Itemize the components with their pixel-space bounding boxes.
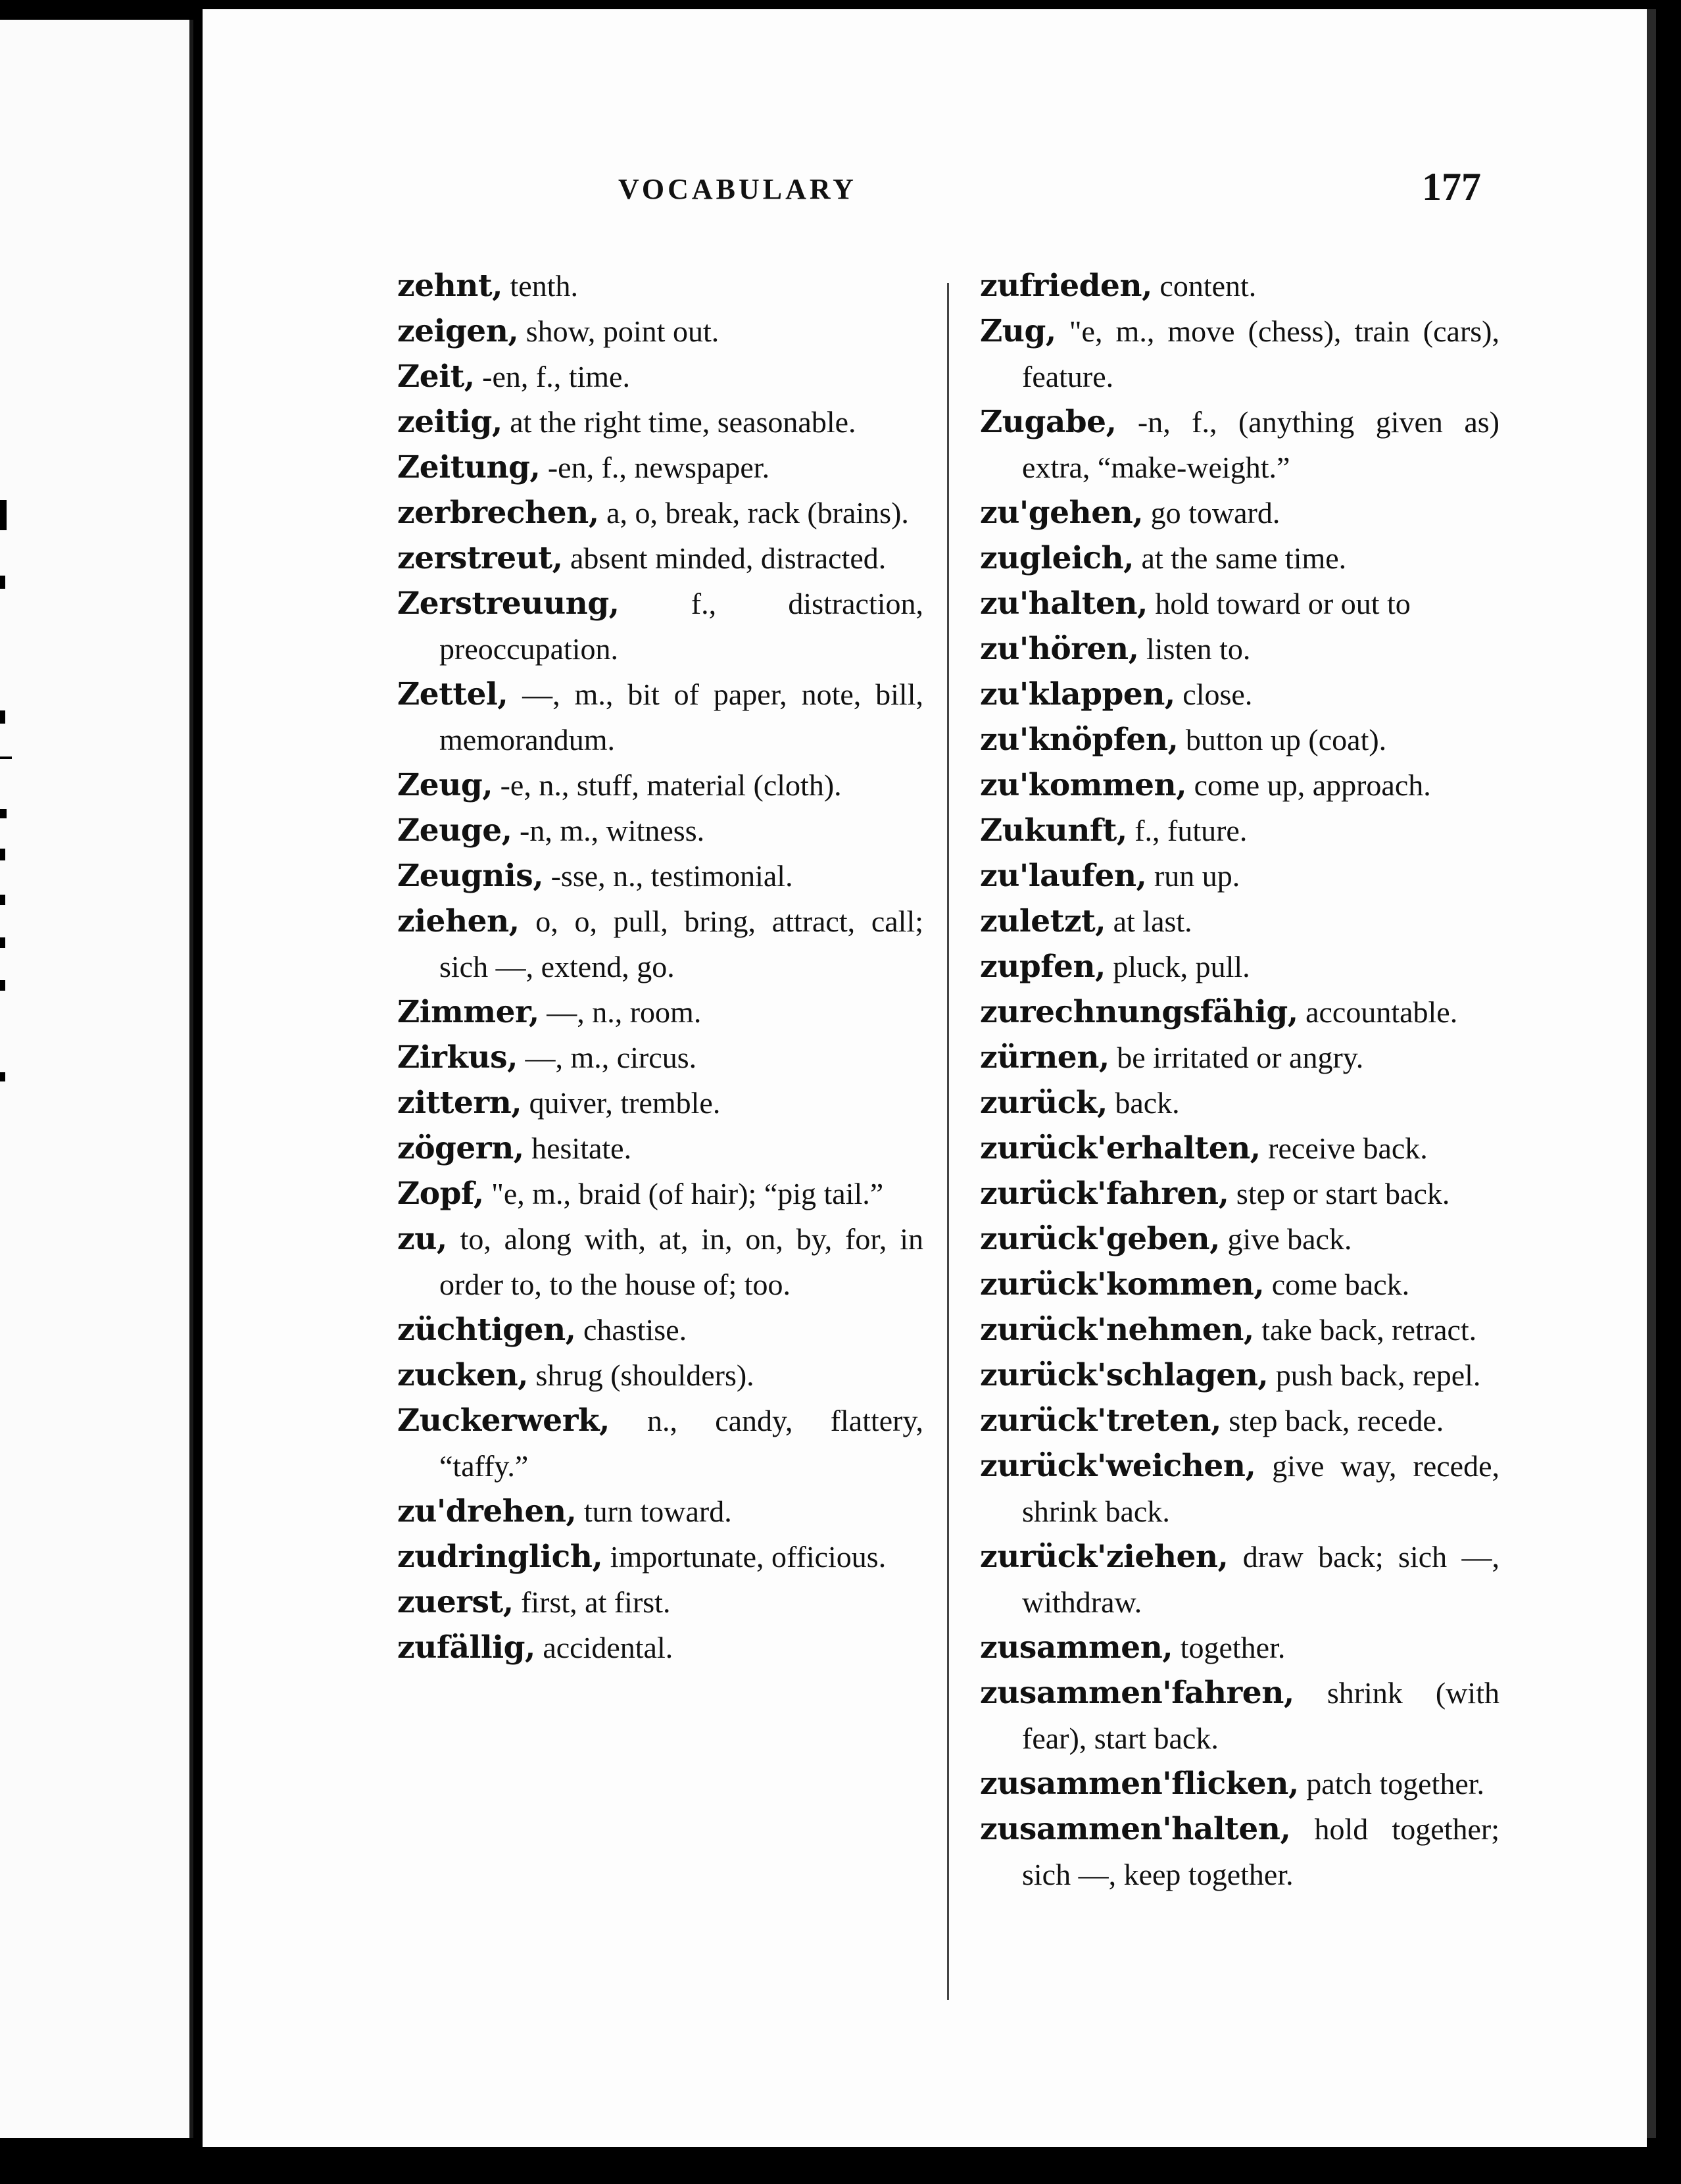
headword: zusammen'flicken, bbox=[980, 1766, 1299, 1802]
headword: zusammen'fahren, bbox=[980, 1675, 1294, 1711]
definition: show, point out. bbox=[525, 314, 719, 348]
headword: zittern, bbox=[397, 1085, 522, 1121]
definition: turn toward. bbox=[583, 1495, 732, 1528]
definition: f., distraction, preoccupation. bbox=[439, 587, 923, 666]
vocab-entry bbox=[980, 989, 1499, 1035]
vocab-entry bbox=[980, 1035, 1499, 1080]
headword: zu'hören, bbox=[980, 631, 1139, 667]
vocab-entry bbox=[397, 263, 923, 309]
vocab-entry bbox=[397, 1353, 923, 1398]
vocab-entry bbox=[397, 1035, 923, 1080]
vocab-entry bbox=[980, 1080, 1499, 1126]
definition: step or start back. bbox=[1236, 1177, 1450, 1210]
definition: go toward. bbox=[1150, 496, 1280, 530]
headword: Zimmer, bbox=[397, 994, 539, 1030]
definition: —, n., room. bbox=[547, 995, 702, 1029]
margin-mark bbox=[0, 895, 5, 905]
definition: together. bbox=[1180, 1631, 1286, 1664]
headword: zu'gehen, bbox=[980, 495, 1144, 531]
page-number: 177 bbox=[1422, 165, 1481, 209]
vocab-entry bbox=[397, 354, 923, 399]
vocab-entry bbox=[980, 1216, 1499, 1262]
vocab-entry bbox=[980, 1443, 1499, 1534]
definition: come up, approach. bbox=[1194, 768, 1431, 802]
definition: n., candy, flattery, “taffy.” bbox=[439, 1404, 924, 1483]
definition: absent minded, distracted. bbox=[570, 541, 887, 575]
headword: zurück'geben, bbox=[980, 1221, 1220, 1257]
vocab-entry bbox=[397, 1534, 923, 1579]
definition: hold toward or out to bbox=[1155, 587, 1411, 620]
vocab-entry bbox=[397, 762, 923, 808]
definition: take back, retract. bbox=[1261, 1313, 1477, 1347]
vocab-entry bbox=[397, 808, 923, 853]
headword: zerstreut, bbox=[397, 540, 563, 576]
definition: patch together. bbox=[1306, 1767, 1485, 1800]
vocab-entry bbox=[980, 899, 1499, 944]
margin-mark bbox=[0, 500, 7, 530]
definition: -sse, n., testimonial. bbox=[550, 859, 793, 893]
vocab-entry bbox=[980, 535, 1499, 581]
vocab-entry bbox=[397, 399, 923, 445]
vocab-entry bbox=[397, 853, 923, 899]
vocab-entry bbox=[980, 1761, 1499, 1806]
vocab-entry bbox=[980, 808, 1499, 853]
vocab-entry bbox=[980, 581, 1499, 626]
vocab-entry bbox=[397, 490, 923, 535]
vocab-entry bbox=[980, 490, 1499, 535]
vocab-entry bbox=[980, 672, 1499, 717]
definition: to, along with, at, in, on, by, for, in order to, to the house of; too. bbox=[439, 1222, 923, 1301]
definition: accidental. bbox=[543, 1631, 673, 1664]
definition: -e, n., stuff, material (cloth). bbox=[500, 768, 842, 802]
headword: Zettel, bbox=[397, 676, 508, 712]
vocab-entry bbox=[397, 672, 923, 762]
vocab-entry bbox=[397, 1489, 923, 1534]
headword: zuletzt, bbox=[980, 903, 1106, 939]
definition: "e, m., move (chess), train (cars), feature. bbox=[1022, 314, 1499, 393]
headword: zurück'treten, bbox=[980, 1402, 1221, 1439]
definition: pluck, pull. bbox=[1113, 950, 1250, 983]
definition: give way, recede, shrink back. bbox=[1022, 1449, 1499, 1528]
headword: Zerstreuung, bbox=[397, 585, 620, 622]
headword: zu'drehen, bbox=[397, 1493, 577, 1529]
definition: push back, repel. bbox=[1275, 1358, 1481, 1392]
vocab-entry bbox=[980, 1806, 1499, 1897]
headword: zurück'weichen, bbox=[980, 1448, 1256, 1484]
headword: Zopf, bbox=[397, 1176, 484, 1212]
headword: Zirkus, bbox=[397, 1039, 518, 1076]
vocab-entry bbox=[980, 1353, 1499, 1398]
definition: hesitate. bbox=[531, 1131, 632, 1165]
definition: listen to. bbox=[1146, 632, 1251, 666]
vocab-entry bbox=[397, 1625, 923, 1670]
definition: o, o, pull, bring, attract, call; sich —, extend, go. bbox=[439, 905, 923, 983]
vocab-entry bbox=[397, 445, 923, 490]
definition: tenth. bbox=[510, 269, 578, 303]
vocab-entry bbox=[980, 309, 1499, 399]
definition: come back. bbox=[1271, 1268, 1410, 1301]
headword: zögern, bbox=[397, 1130, 524, 1166]
vocab-entry bbox=[980, 762, 1499, 808]
headword: zurück, bbox=[980, 1085, 1108, 1121]
page-edge-shadow bbox=[1647, 9, 1656, 2138]
headword: Zeitung, bbox=[397, 449, 541, 485]
definition: draw back; sich —, withdraw. bbox=[1022, 1540, 1500, 1619]
headword: Zugabe, bbox=[980, 404, 1117, 440]
vocab-entry bbox=[397, 1398, 923, 1489]
headword: zu, bbox=[397, 1221, 447, 1257]
definition: —, m., circus. bbox=[525, 1041, 697, 1074]
vocab-entry bbox=[397, 1080, 923, 1126]
headword: zurechnungsfähig, bbox=[980, 994, 1298, 1030]
headword: zusammen, bbox=[980, 1629, 1173, 1666]
vocabulary-column-right bbox=[980, 263, 1499, 1897]
vocab-entry bbox=[980, 1171, 1499, 1216]
headword: zurück'ziehen, bbox=[980, 1539, 1229, 1575]
margin-mark bbox=[0, 1072, 5, 1081]
vocab-entry bbox=[397, 1579, 923, 1625]
margin-mark bbox=[0, 937, 5, 948]
definition: a, o, break, rack (brains). bbox=[606, 496, 909, 530]
definition: quiver, tremble. bbox=[529, 1086, 721, 1120]
vocab-entry bbox=[980, 1534, 1499, 1625]
definition: shrug (shoulders). bbox=[535, 1358, 754, 1392]
definition: give back. bbox=[1227, 1222, 1352, 1256]
definition: at last. bbox=[1113, 905, 1192, 938]
headword: ziehen, bbox=[397, 903, 520, 939]
definition: shrink (with fear), start back. bbox=[1022, 1676, 1499, 1755]
headword: zu'laufen, bbox=[980, 858, 1147, 894]
definition: accountable. bbox=[1305, 995, 1458, 1029]
headword: zugleich, bbox=[980, 540, 1134, 576]
headword: zehnt, bbox=[397, 268, 503, 304]
vocab-entry bbox=[980, 626, 1499, 672]
vocab-entry bbox=[397, 1307, 923, 1353]
headword: zeitig, bbox=[397, 404, 502, 440]
definition: be irritated or angry. bbox=[1117, 1041, 1364, 1074]
margin-mark bbox=[0, 710, 5, 724]
headword: Zuckerwerk, bbox=[397, 1402, 610, 1439]
headword: zurück'schlagen, bbox=[980, 1357, 1269, 1393]
definition: button up (coat). bbox=[1185, 723, 1387, 757]
definition: f., future. bbox=[1134, 814, 1248, 847]
definition: -n, m., witness. bbox=[520, 814, 705, 847]
vocab-entry bbox=[980, 717, 1499, 762]
headword: zupfen, bbox=[980, 949, 1106, 985]
headword: zu'halten, bbox=[980, 585, 1148, 622]
headword: zerbrechen, bbox=[397, 495, 599, 531]
headword: zurück'kommen, bbox=[980, 1266, 1265, 1303]
headword: Zeugnis, bbox=[397, 858, 544, 894]
vocab-entry bbox=[980, 263, 1499, 309]
column-divider bbox=[947, 283, 949, 2000]
headword: Zug, bbox=[980, 313, 1056, 349]
headword: Zeug, bbox=[397, 767, 493, 803]
margin-mark bbox=[0, 809, 7, 818]
vocab-entry bbox=[397, 309, 923, 354]
vocab-entry bbox=[397, 1171, 923, 1216]
headword: zurück'fahren, bbox=[980, 1176, 1229, 1212]
running-head: VOCABULARY bbox=[618, 173, 857, 205]
definition: chastise. bbox=[583, 1313, 687, 1347]
definition: "e, m., braid (of hair); “pig tail.” bbox=[491, 1177, 884, 1210]
vocab-entry bbox=[397, 1126, 923, 1171]
vocab-entry bbox=[980, 853, 1499, 899]
definition: at the right time, seasonable. bbox=[510, 405, 856, 439]
headword: zuerst, bbox=[397, 1584, 514, 1620]
definition: content. bbox=[1159, 269, 1257, 303]
vocab-entry bbox=[397, 899, 923, 989]
headword: zu'kommen, bbox=[980, 767, 1187, 803]
definition: first, at first. bbox=[521, 1585, 671, 1619]
definition: receive back. bbox=[1268, 1131, 1428, 1165]
vocab-entry bbox=[980, 1398, 1499, 1443]
headword: züchtigen, bbox=[397, 1312, 576, 1348]
margin-mark bbox=[0, 576, 5, 589]
vocab-entry bbox=[980, 944, 1499, 989]
margin-mark bbox=[0, 980, 5, 991]
headword: Zukunft, bbox=[980, 812, 1127, 849]
definition: -en, f., newspaper. bbox=[547, 451, 770, 484]
headword: zürnen, bbox=[980, 1039, 1109, 1076]
vocab-entry bbox=[397, 1216, 923, 1307]
headword: zufällig, bbox=[397, 1629, 535, 1666]
vocabulary-column-left bbox=[397, 263, 923, 1670]
definition: -n, f., (anything given as) extra, “make-weight.” bbox=[1022, 405, 1499, 484]
headword: zudringlich, bbox=[397, 1539, 603, 1575]
definition: close. bbox=[1182, 678, 1253, 711]
definition: hold together; sich —, keep together. bbox=[1022, 1812, 1499, 1891]
vocab-entry bbox=[397, 581, 923, 672]
vocab-entry bbox=[980, 399, 1499, 490]
definition: at the same time. bbox=[1141, 541, 1347, 575]
headword: zurück'nehmen, bbox=[980, 1312, 1254, 1348]
vocab-entry bbox=[397, 989, 923, 1035]
definition: back. bbox=[1115, 1086, 1180, 1120]
headword: zufrieden, bbox=[980, 268, 1152, 304]
previous-page-edge bbox=[0, 20, 193, 2138]
margin-mark bbox=[0, 757, 12, 759]
margin-mark bbox=[0, 849, 5, 860]
headword: zu'knöpfen, bbox=[980, 722, 1179, 758]
vocab-entry bbox=[980, 1262, 1499, 1307]
headword: zeigen, bbox=[397, 313, 519, 349]
headword: zucken, bbox=[397, 1357, 528, 1393]
headword: Zeuge, bbox=[397, 812, 512, 849]
definition: run up. bbox=[1154, 859, 1240, 893]
headword: zusammen'halten, bbox=[980, 1811, 1291, 1847]
definition: -en, f., time. bbox=[482, 360, 630, 393]
vocab-entry bbox=[980, 1126, 1499, 1171]
vocab-entry bbox=[980, 1307, 1499, 1353]
headword: zurück'erhalten, bbox=[980, 1130, 1261, 1166]
definition: step back, recede. bbox=[1229, 1404, 1444, 1437]
vocab-entry bbox=[980, 1670, 1499, 1761]
vocab-entry bbox=[397, 535, 923, 581]
headword: zu'klappen, bbox=[980, 676, 1175, 712]
definition: —, m., bit of paper, note, bill, memorandum. bbox=[439, 678, 923, 757]
definition: importunate, officious. bbox=[610, 1540, 887, 1574]
vocab-entry bbox=[980, 1625, 1499, 1670]
headword: Zeit, bbox=[397, 359, 475, 395]
